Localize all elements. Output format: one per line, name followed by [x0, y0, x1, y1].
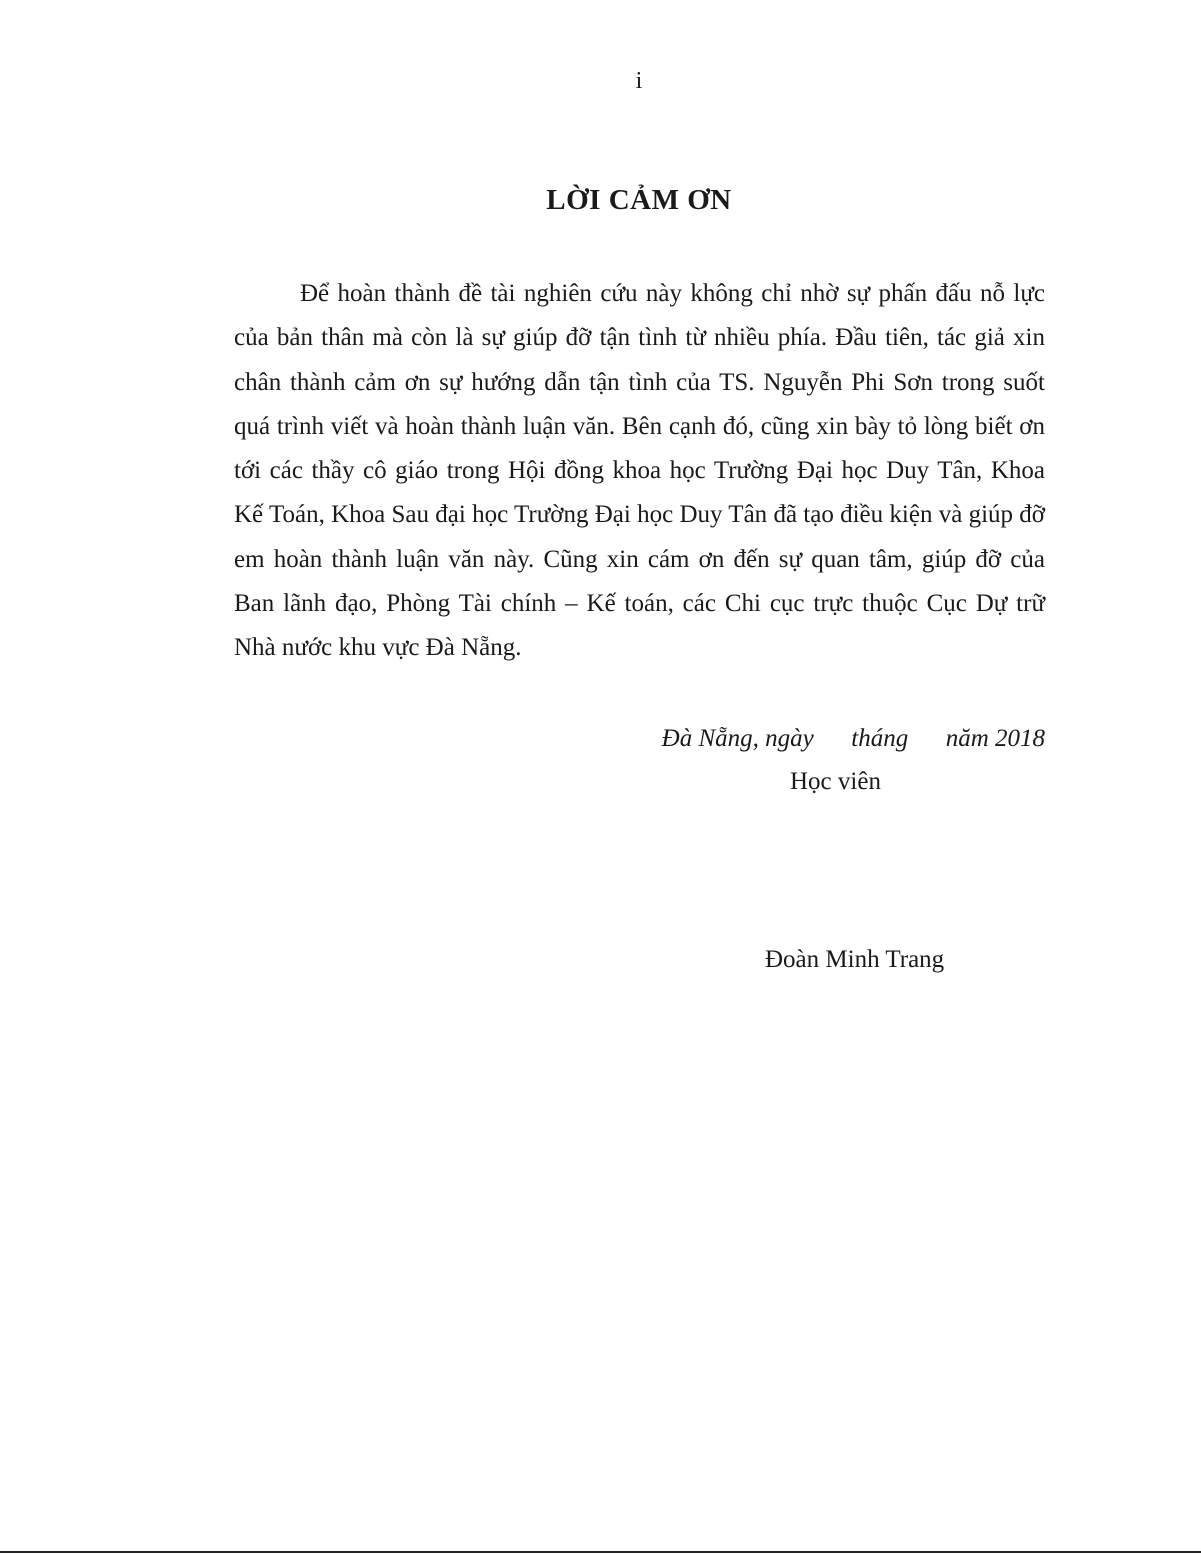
signer-name: Đoàn Minh Trang [765, 946, 945, 973]
page-number: i [635, 68, 643, 94]
acknowledgement-paragraph: Để hoàn thành đề tài nghiên cứu này không chỉ nhờ sự phấn đấu nỗ lực của bản thân mà còn là sự giúp đỡ tận tình từ nhiều phía. Đầu tiên, tác giả xin chân thành cảm ơn sự hướng dẫn tận tình của TS. Nguyễn Phi Sơn trong suốt quá trình viết và hoàn thành luận văn. Bên cạnh đó, cũng xin bày tỏ lòng biết ơn tới các thầy cô giáo trong Hội đồng khoa học Trường Đại học Duy Tân, Khoa Kế Toán, Khoa Sau đại học Trường Đại học Duy Tân đã tạo điều kiện và giúp đỡ em hoàn thành luận văn này. Cũng xin cám ơn đến sự quan tâm, giúp đỡ của Ban lãnh đạo, Phòng Tài chính – Kế toán, các Chi cục trực thuộc Cục Dự trữ Nhà nước khu vực Đà Nẵng. [234, 280, 1058, 662]
signature-date-line: Đà Nẵng, ngày tháng năm 2018 [661, 725, 1045, 752]
page-title: LỜI CẢM ƠN [546, 184, 732, 216]
signature-role: Học viên [790, 768, 881, 795]
bottom-divider [0, 1551, 1201, 1553]
